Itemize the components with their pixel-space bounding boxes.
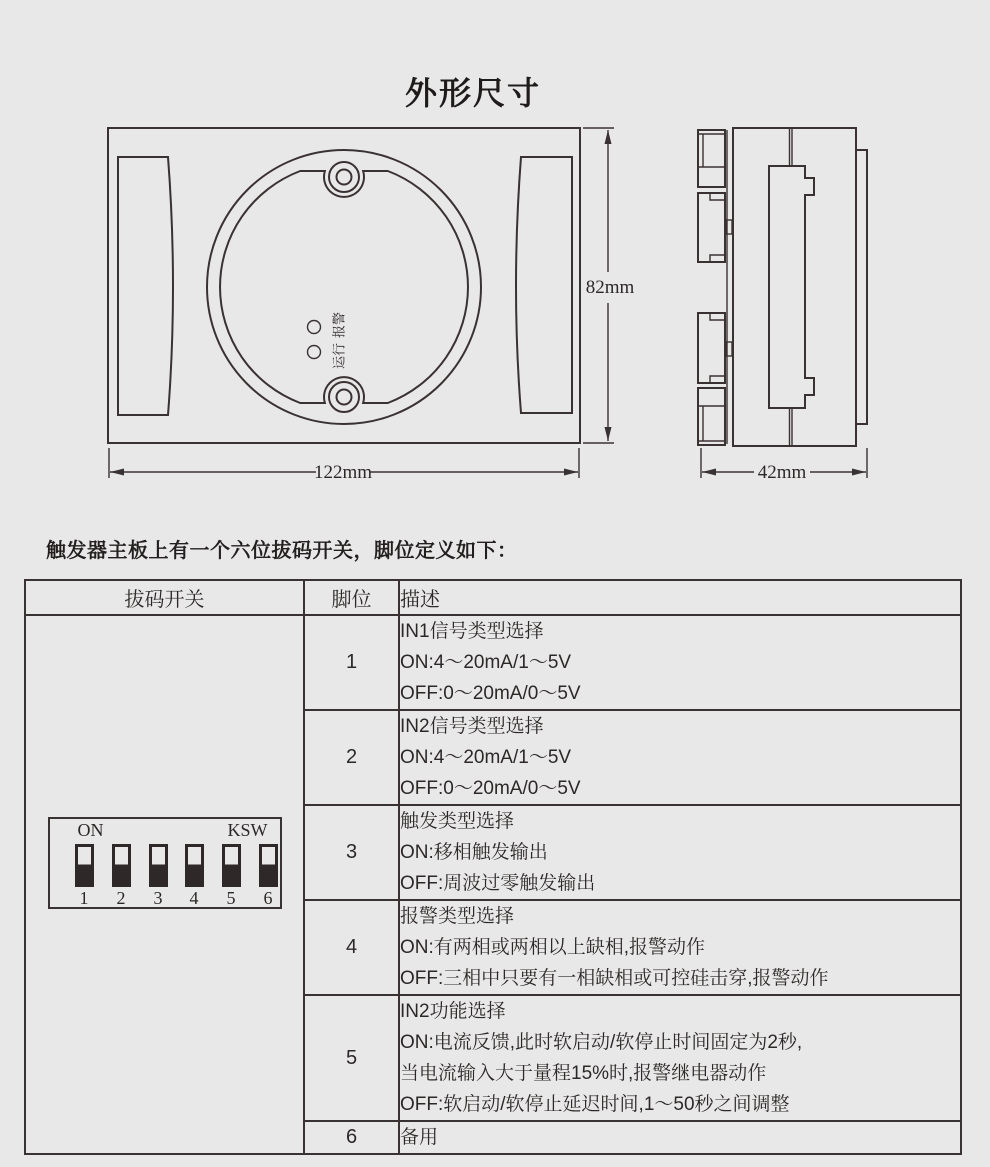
pin-description	[399, 805, 961, 900]
front-right-pad	[516, 157, 572, 413]
dip-toggle-5	[222, 844, 241, 887]
dimension-42mm	[701, 448, 867, 483]
page-title: 外形尺寸	[404, 75, 541, 111]
desc-line: OFF:0～20mA/0～5V	[400, 778, 581, 799]
front-view-drawing	[108, 128, 580, 443]
dimension-drawings	[0, 0, 990, 520]
intro-text: 触发器主板上有一个六位拔码开关，脚位定义如下：	[46, 540, 518, 562]
desc-line: ON:4～20mA/1～5V	[400, 652, 572, 673]
dip-number-5: 5	[226, 887, 236, 908]
desc-line: OFF:软启动/软停止延迟时间,1～50秒之间调整	[400, 1094, 790, 1115]
header-dip-switch: 拔码开关	[25, 580, 304, 615]
screw-hole-bottom-inner	[337, 390, 352, 405]
alarm-led	[308, 321, 321, 334]
desc-line: IN1信号类型选择	[400, 621, 544, 642]
front-width-dimension: 122mm	[313, 462, 373, 483]
dip-number-2: 2	[116, 887, 126, 908]
dip-switch-table	[24, 579, 962, 1155]
table-header-row	[25, 580, 961, 615]
header-pin: 脚位	[304, 580, 399, 615]
side-split-line	[790, 128, 793, 446]
desc-line: ON:电流反馈,此时软启动/软停止时间固定为2秒,	[400, 1032, 803, 1053]
pin-number: 2	[304, 710, 399, 805]
front-left-pad	[118, 157, 173, 415]
desc-line: IN2信号类型选择	[400, 716, 544, 737]
dip-toggle-3	[149, 844, 168, 887]
desc-line: 当电流输入大于量程15%时,报警继电器动作	[400, 1063, 767, 1084]
dip-ksw-label: KSW	[227, 819, 268, 840]
dip-toggle-1	[75, 844, 94, 887]
header-description: 描述	[399, 580, 961, 615]
dip-number-6: 6	[263, 887, 273, 908]
dip-on-label: ON	[77, 819, 104, 840]
pin-number: 1	[304, 615, 399, 710]
dip-number-1: 1	[79, 887, 89, 908]
side-rail-plate	[856, 150, 867, 424]
pin-description	[399, 710, 961, 805]
desc-line: ON:移相触发输出	[400, 842, 548, 863]
pin-number: 5	[304, 995, 399, 1121]
run-led-label: 运行	[331, 342, 347, 370]
dip-switch-graphic	[48, 817, 282, 909]
dimension-82mm	[583, 128, 634, 443]
desc-line: ON:4～20mA/1～5V	[400, 747, 572, 768]
screw-hole-top	[329, 162, 359, 192]
dip-number-3: 3	[153, 887, 163, 908]
front-outline	[108, 128, 580, 443]
table-row-pin1	[25, 615, 961, 710]
screw-hole-bottom	[329, 382, 359, 412]
screw-hole-top-inner	[337, 170, 352, 185]
pin-number: 6	[304, 1121, 399, 1154]
pin-description	[399, 1121, 961, 1154]
side-body	[733, 128, 856, 446]
pin-description	[399, 995, 961, 1121]
dimension-122mm	[109, 448, 579, 483]
dip-toggle-2	[112, 844, 131, 887]
desc-line: OFF:周波过零触发输出	[400, 873, 596, 894]
dip-number-4: 4	[189, 887, 199, 908]
pin-description	[399, 615, 961, 710]
desc-line: 报警类型选择	[400, 906, 515, 927]
front-height-dimension: 82mm	[585, 277, 635, 298]
desc-line: 备用	[400, 1127, 439, 1148]
alarm-led-label: 报警	[331, 311, 347, 339]
run-led	[308, 346, 321, 359]
desc-line: ON:有两相或两相以上缺相,报警动作	[400, 937, 706, 958]
dip-toggle-6	[259, 844, 278, 887]
pin-number: 3	[304, 805, 399, 900]
desc-line: 触发类型选择	[400, 811, 515, 832]
side-slot	[769, 166, 814, 408]
pin-number: 4	[304, 900, 399, 995]
side-view-drawing	[698, 128, 867, 446]
dip-toggle-4	[185, 844, 204, 887]
desc-line: OFF:三相中只要有一相缺相或可控硅击穿,报警动作	[400, 968, 829, 989]
dip-switch-graphic-cell	[25, 615, 304, 1154]
pin-description	[399, 900, 961, 995]
desc-line: IN2功能选择	[400, 1001, 506, 1022]
side-width-dimension: 42mm	[757, 462, 807, 483]
desc-line: OFF:0～20mA/0～5V	[400, 683, 581, 704]
